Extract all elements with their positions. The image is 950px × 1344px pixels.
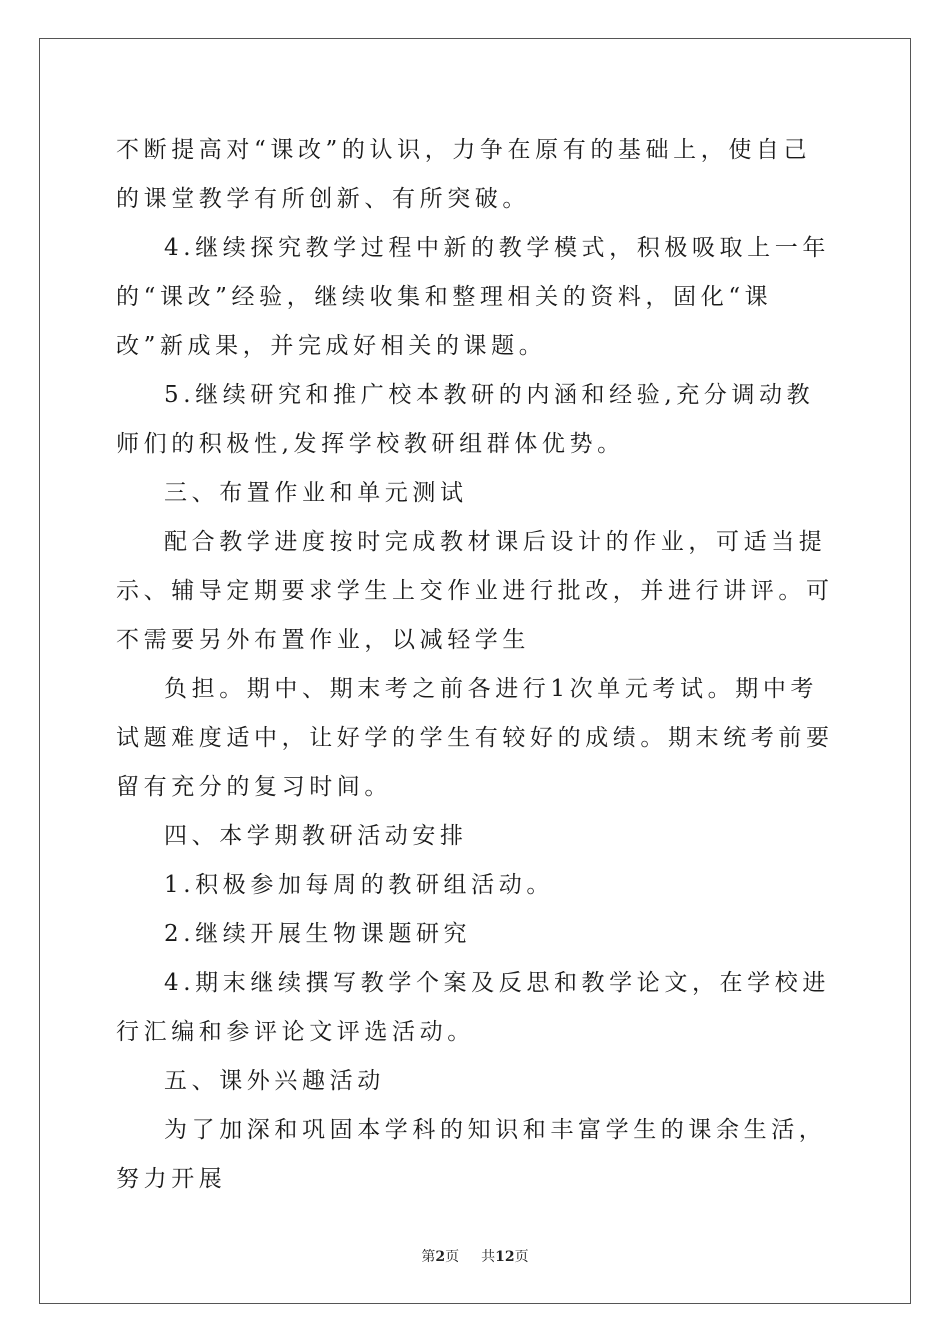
section-heading: 五、课外兴趣活动 — [164, 1068, 385, 1094]
document-body — [116, 126, 836, 1204]
paragraph: 5.继续研究和推广校本教研的内涵和经验,充分调动教师们的积极性,发挥学校教研组群体优势。 — [116, 382, 815, 457]
paragraph: 负担。期中、期末考之前各进行1次单元考试。期中考试题难度适中，让好学的学生有较好的成绩。期末统考前要留有充分的复习时间。 — [116, 676, 834, 800]
section-heading: 四、本学期教研活动安排 — [164, 823, 468, 849]
section-heading: 三、布置作业和单元测试 — [164, 480, 468, 506]
total-pages: 12 — [495, 1249, 515, 1265]
page-prefix: 第 — [421, 1249, 436, 1265]
list-item: 1.积极参加每周的教研组活动。 — [164, 872, 554, 898]
paragraph: 为了加深和巩固本学科的知识和丰富学生的课余生活，努力开展 — [116, 1117, 827, 1192]
list-item: 2.继续开展生物课题研究 — [164, 921, 472, 947]
page-footer — [0, 1246, 950, 1266]
total-prefix: 共 — [481, 1249, 496, 1265]
page-suffix: 页 — [445, 1249, 460, 1265]
list-item: 4.期末继续撰写教学个案及反思和教学论文，在学校进行汇编和参评论文评选活动。 — [116, 970, 830, 1045]
paragraph: 不断提高对“课改”的认识，力争在原有的基础上，使自己的课堂教学有所创新、有所突破。 — [116, 137, 812, 212]
paragraph: 4.继续探究教学过程中新的教学模式，积极吸取上一年的“课改”经验，继续收集和整理相关的资料，固化“课改”新成果，并完成好相关的课题。 — [116, 235, 830, 359]
page-number: 2 — [435, 1249, 446, 1265]
paragraph: 配合教学进度按时完成教材课后设计的作业，可适当提示、辅导定期要求学生上交作业进行批改，并进行讲评。可不需要另外布置作业，以减轻学生 — [116, 529, 834, 653]
total-suffix: 页 — [514, 1249, 529, 1265]
